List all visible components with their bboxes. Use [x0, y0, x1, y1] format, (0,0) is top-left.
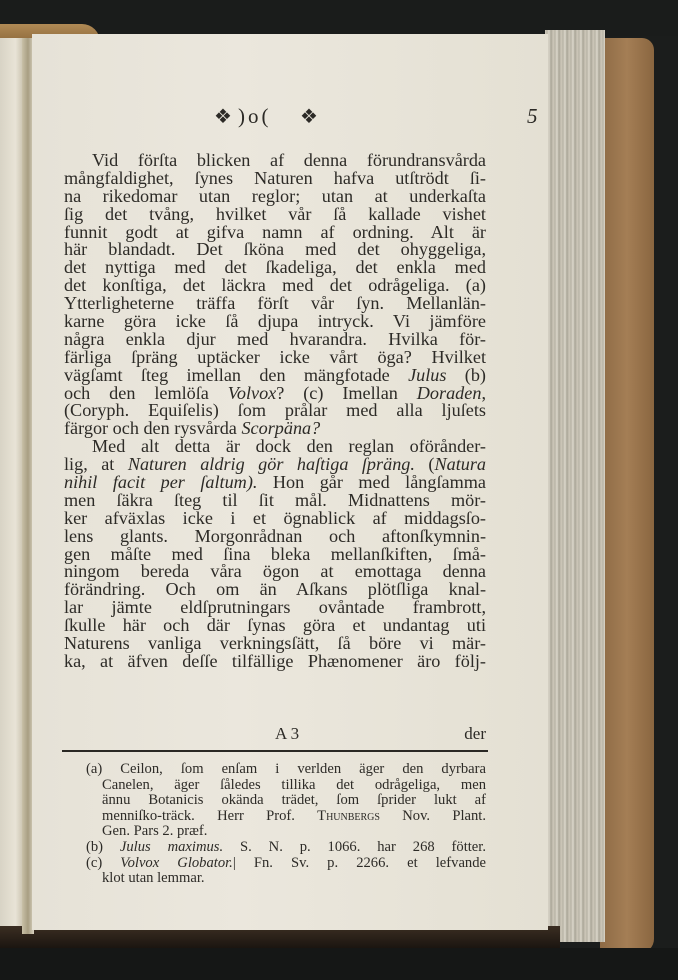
text-line: Naturens vanliga verkningsſätt, ſå böre vi mär- — [64, 633, 486, 654]
book-page — [32, 34, 548, 930]
text-line: förändring. Och om än Aſkans plötſliga knal- — [64, 579, 486, 600]
text-line: (Coryph. Equiſelis) ſom prålar med alla ljuſets — [64, 400, 486, 421]
text-line: na rikedomar utan reglor; utan at underkaſta — [64, 185, 486, 206]
text-line: ker afväxlas icke i et ögnablick af middagsſo- — [64, 507, 486, 528]
text-line: lig, at Naturen aldrig gör haſtiga ſpräng. (Natura — [64, 454, 487, 475]
main-text — [64, 152, 486, 671]
text-line: lens glants. Morgonrådnan och aftonſkymnin- — [64, 525, 486, 546]
footnote-line: Gen. Pars 2. præf. — [102, 823, 208, 840]
text-line: det konſtiga, det läckra med det odrågeliga. (a) — [64, 275, 486, 296]
text-line: gen måſte med ſina bleka mellanſkiften, ſmå- — [64, 543, 486, 564]
footnote-line: menniſko-träck. Herr Prof. Thunbergs Nov. Plant. — [102, 807, 487, 824]
page-block-edges — [545, 30, 605, 942]
footnote-line: klot utan lemmar. — [102, 870, 205, 887]
background-bottom — [0, 948, 678, 980]
page-number: 5 — [527, 104, 538, 128]
footnote-line: Canelen, äger ſåledes tillika det odrågeliga, men — [102, 776, 486, 793]
footnotes — [86, 762, 486, 887]
header-ornament: )o( — [238, 104, 272, 128]
text-line: funnit godt at gifva namn af ordning. Alt är — [64, 221, 486, 242]
fleuron-right-icon: ❖ — [300, 106, 318, 128]
footnote-line: ännu Botanicis okända trädet, ſom ſprider lukt af — [102, 792, 486, 809]
text-line: Ytterligheterne träffa förſt vår ſyn. Mellanlän- — [64, 293, 486, 314]
text-line: Med alt detta är dock den reglan oförånder- — [92, 436, 486, 457]
text-line: färliga ſpräng uptäcker icke vårt öga? Hvilket — [64, 346, 486, 367]
footnote-line: (a) Ceilon, ſom enſam i verlden äger den dyrbara — [86, 761, 486, 777]
footnote-rule — [62, 750, 488, 752]
text-line: nihil facit per ſaltum). Hon går med långſamma — [64, 472, 486, 493]
text-line: och den lemlöſa Volvox? (c) Imellan Doraden, — [64, 382, 486, 403]
running-header — [32, 104, 548, 134]
signature-mark: A 3 — [275, 724, 300, 743]
text-line: vägſamt ſteg imellan den mängfotade Julus (b) — [64, 364, 486, 385]
fleuron-left-icon: ❖ — [214, 106, 232, 128]
right-cover-board — [600, 38, 654, 953]
text-line: men ſäkra ſteg til ſit mål. Midnattens mör- — [64, 489, 486, 510]
text-line: här blandadt. Det ſköna med det ohyggeliga, — [64, 239, 486, 260]
text-line: ka, at äfven deſſe tilfällige Phænomener äro följ- — [64, 650, 486, 671]
signature-row — [64, 724, 486, 744]
text-line: ſig det tvång, hvilket vår ſå kallade vishet — [64, 203, 486, 224]
text-line: färgor och den rysvårda Scorpäna? — [64, 418, 321, 439]
footnote-line: (b) Julus maximus. S. N. p. 1066. har 268 fötter. — [86, 838, 486, 855]
text-line: ſkulle här och där ſynas göra et undantag uti — [64, 615, 486, 636]
text-line: karne göra icke ſå djupa intryck. Vi jämföre — [64, 311, 486, 332]
text-line: ningom bereda våra ögon at emottaga denna — [64, 561, 486, 582]
text-line: mångfaldighet, ſynes Naturen hafva utſtrödt ſi- — [64, 167, 486, 188]
text-line: några enkla djur med hvarandra. Hvilka för- — [64, 328, 486, 349]
footnote-line: (c) Volvox Globator.| Fn. Sv. p. 2266. et lefvande — [86, 854, 486, 871]
text-line: Vid förſta blicken af denna förundransvårda — [92, 150, 486, 170]
text-line: lar jämte eldſprutningars ovåntade frambrott, — [64, 597, 486, 618]
text-line: det nyttiga med det ſkadeliga, det enkla med — [64, 257, 486, 278]
catchword: der — [464, 724, 486, 743]
